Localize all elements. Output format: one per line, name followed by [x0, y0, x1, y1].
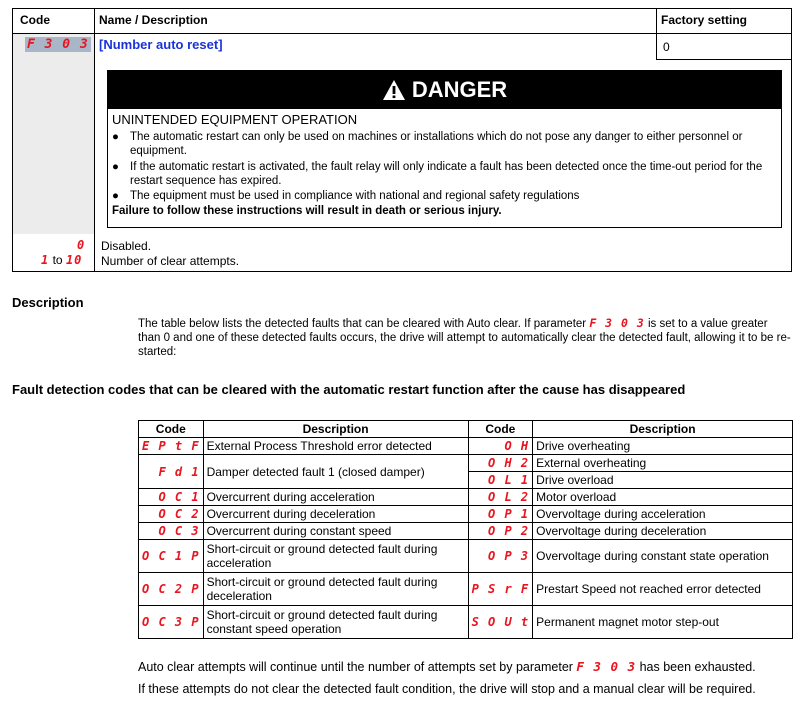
parameter-table	[12, 8, 792, 272]
danger-bullet: ● The equipment must be used in compliance with national and regional safety regulations	[112, 190, 580, 202]
footer-paragraph-2: If these attempts do not clear the detected fault condition, the drive will stop and a manual clear will be required.	[138, 682, 756, 696]
table-row: O C 1 P Short-circuit or ground detected fault during acceleration O P 3 Overvoltage during constant state operation	[139, 540, 793, 573]
value-range-to: to	[52, 253, 63, 267]
bullet-icon: ●	[112, 131, 119, 143]
warning-triangle-icon	[382, 79, 406, 101]
danger-subtitle: UNINTENDED EQUIPMENT OPERATION	[112, 112, 358, 127]
table-divider	[13, 33, 791, 34]
fault-codes-heading: Fault detection codes that can be cleared with the automatic restart function after the cause has disappeared	[12, 382, 686, 397]
footer-paragraph-1: Auto clear attempts will continue until the number of attempts set by parameter F 3 0 3 has been exhausted.	[138, 659, 756, 674]
value-text-disabled: Disabled.	[101, 239, 152, 253]
parameter-code: F 3 0 3	[27, 37, 89, 52]
table-row: O C 3 P Short-circuit or ground detected fault during constant speed operation S O U t Permanent magnet motor step-out	[139, 606, 793, 639]
danger-box	[107, 70, 782, 228]
header-desc-right: Description	[533, 421, 793, 438]
table-row: O C 2 Overcurrent during deceleration O P 1 Overvoltage during acceleration	[139, 506, 793, 523]
fault-codes-table	[138, 420, 793, 639]
danger-failure-text: Failure to follow these instructions will result in death or serious injury.	[112, 205, 502, 217]
table-divider	[94, 9, 95, 271]
table-row: O C 1 Overcurrent during acceleration O L 2 Motor overload	[139, 489, 793, 506]
danger-bullet: ● The automatic restart can only be used on machines or installations which do not pose any danger to either personnel or equipment.	[112, 131, 743, 157]
table-divider	[656, 59, 792, 60]
table-row: O C 2 P Short-circuit or ground detected fault during deceleration P S r F Prestart Speed not reached error detected	[139, 573, 793, 606]
header-code-right: Code	[468, 421, 533, 438]
name-header: Name / Description	[99, 13, 208, 27]
value-text-attempts: Number of clear attempts.	[101, 254, 240, 268]
table-row: F d 1 Damper detected fault 1 (closed damper) O H 2 External overheating	[139, 455, 793, 472]
table-divider	[656, 9, 657, 59]
bullet-icon: ●	[112, 161, 119, 173]
code-header: Code	[20, 13, 50, 27]
value-code-to: 10	[65, 253, 83, 267]
param-code-inline: F 3 0 3	[589, 316, 645, 330]
param-code-inline: F 3 0 3	[576, 659, 637, 674]
table-header-row	[139, 421, 793, 438]
factory-setting-value: 0	[663, 40, 670, 54]
header-code-left: Code	[139, 421, 204, 438]
header-desc-left: Description	[203, 421, 468, 438]
parameter-name: [Number auto reset]	[99, 37, 223, 52]
value-range	[41, 253, 82, 267]
description-heading: Description	[12, 295, 84, 310]
danger-header	[108, 71, 781, 109]
table-row: E P t F External Process Threshold error detected O H Drive overheating	[139, 438, 793, 455]
danger-bullet: ● If the automatic restart is activated, the fault relay will only indicate a fault has been detected once the time-out period for the restart sequence has expired.	[112, 161, 763, 187]
value-code-from: 1	[41, 253, 50, 267]
value-code-disabled: 0	[77, 238, 86, 252]
bullet-icon: ●	[112, 190, 119, 202]
table-row: O C 3 Overcurrent during constant speed O P 2 Overvoltage during deceleration	[139, 523, 793, 540]
table-row: O L 1 Drive overload	[139, 472, 793, 489]
description-text: The table below lists the detected faults that can be cleared with Auto clear. If parameter F 3 0 3 is set to a value greater than 0 and one of these detected faults occurs, the drive will attempt to automatically clear the detected fault, allowing it to be re-started:	[138, 316, 791, 358]
factory-header: Factory setting	[661, 13, 748, 27]
danger-title: DANGER	[411, 77, 508, 102]
code-cell	[13, 34, 94, 234]
